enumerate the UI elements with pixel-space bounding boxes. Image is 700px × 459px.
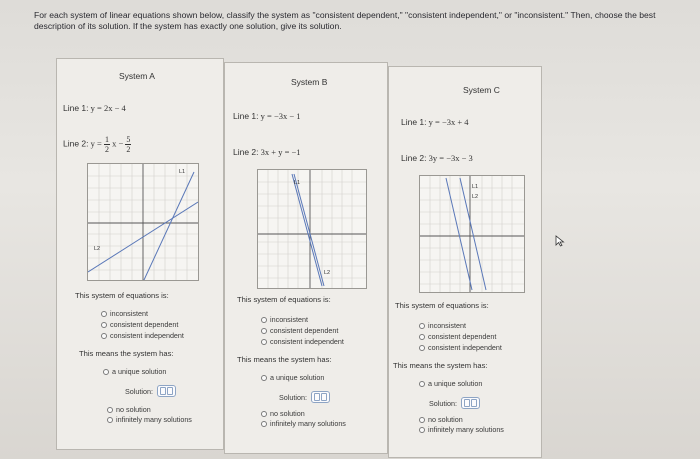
system-a-line2-prefix: y = [90, 138, 102, 149]
system-a-l1-tag: L1 [179, 169, 186, 175]
system-b-option-consistent-independent[interactable] [261, 337, 344, 346]
system-b-option-no-solution[interactable] [261, 409, 305, 418]
option-label: consistent dependent [428, 332, 497, 341]
option-label: inconsistent [110, 309, 148, 318]
system-b-panel [224, 62, 388, 454]
system-b-option-infinite[interactable] [261, 419, 346, 428]
system-a-means-label: This means the system has: [79, 349, 174, 358]
radio-icon[interactable] [261, 375, 267, 381]
system-a-title: System A [119, 71, 155, 81]
input-slot[interactable] [471, 399, 477, 407]
system-b-line2-equation: 3x + y = −1 [260, 147, 301, 157]
option-label: a unique solution [112, 367, 167, 376]
system-b-graph [257, 169, 367, 289]
radio-icon[interactable] [101, 311, 107, 317]
system-c-line1-label: Line 1: [401, 117, 427, 127]
system-a-option-inconsistent[interactable] [101, 309, 148, 318]
solution-label: Solution: [125, 386, 153, 396]
system-c-l1-tag: L1 [472, 184, 479, 190]
input-slot[interactable] [160, 387, 166, 395]
system-b-solution-input[interactable] [311, 391, 330, 403]
radio-icon[interactable] [261, 317, 267, 323]
option-label: no solution [116, 405, 151, 414]
system-a-line1-label: Line 1: [63, 103, 89, 113]
system-b-l2-tag: L2 [324, 270, 331, 276]
system-c-line2-label: Line 2: [401, 153, 427, 163]
input-slot[interactable] [314, 393, 320, 401]
system-c-question: This system of equations is: [395, 301, 489, 310]
solution-label: Solution: [279, 392, 307, 402]
system-a-slope-numerator: 1 [104, 135, 109, 144]
system-b-line1-equation: y = −3x − 1 [260, 111, 301, 121]
system-b-solution [279, 391, 330, 403]
radio-icon[interactable] [261, 411, 267, 417]
radio-icon[interactable] [261, 339, 267, 345]
option-label: consistent independent [110, 331, 184, 340]
option-label: inconsistent [428, 321, 466, 330]
input-slot[interactable] [321, 393, 327, 401]
system-a-line2-var: x − [112, 138, 124, 149]
option-label: no solution [428, 415, 463, 424]
option-label: a unique solution [428, 379, 483, 388]
radio-icon[interactable] [107, 417, 113, 423]
option-label: consistent dependent [270, 326, 339, 335]
system-b-question: This system of equations is: [237, 295, 331, 304]
radio-icon[interactable] [419, 323, 425, 329]
option-label: consistent dependent [110, 320, 179, 329]
system-a-line1-equation: y = 2x − 4 [90, 103, 126, 113]
system-b-line2 [233, 147, 301, 157]
radio-icon[interactable] [101, 322, 107, 328]
system-b-title: System B [291, 77, 328, 87]
system-a-solution [125, 385, 176, 397]
system-b-line2-label: Line 2: [233, 147, 259, 157]
system-b-option-inconsistent[interactable] [261, 315, 308, 324]
system-b-line1 [233, 111, 301, 121]
radio-icon[interactable] [419, 417, 425, 423]
system-a-option-infinite[interactable] [107, 415, 192, 424]
system-a-line2 [63, 135, 131, 154]
system-a-graph [87, 163, 199, 281]
system-b-means-label: This means the system has: [237, 355, 332, 364]
system-b-graph-svg [258, 170, 366, 288]
system-a-option-consistent-dependent[interactable] [101, 320, 178, 329]
system-c-option-inconsistent[interactable] [419, 321, 466, 330]
option-label: infinitely many solutions [428, 425, 504, 434]
radio-icon[interactable] [103, 369, 109, 375]
system-c-means-label: This means the system has: [393, 361, 488, 370]
system-c-option-infinite[interactable] [419, 425, 504, 434]
radio-icon[interactable] [419, 334, 425, 340]
system-c-l2-tag: L2 [472, 194, 479, 200]
option-label: infinitely many solutions [116, 415, 192, 424]
system-a-solution-input[interactable] [157, 385, 176, 397]
radio-icon[interactable] [101, 333, 107, 339]
system-c-option-unique[interactable] [419, 379, 482, 388]
system-a-option-consistent-independent[interactable] [101, 331, 184, 340]
radio-icon[interactable] [261, 328, 267, 334]
option-label: a unique solution [270, 373, 325, 382]
system-c-option-consistent-independent[interactable] [419, 343, 502, 352]
option-label: infinitely many solutions [270, 419, 346, 428]
system-a-l2-tag: L2 [94, 246, 101, 252]
system-c-option-consistent-dependent[interactable] [419, 332, 496, 341]
system-b-l1-tag: L1 [294, 180, 301, 186]
system-c-title: System C [463, 85, 500, 95]
system-c-solution [429, 397, 480, 409]
radio-icon[interactable] [419, 381, 425, 387]
radio-icon[interactable] [419, 345, 425, 351]
radio-icon[interactable] [107, 407, 113, 413]
system-a-line1 [63, 103, 126, 113]
system-a-const-numerator: 5 [126, 135, 131, 144]
system-c-line1-equation: y = −3x + 4 [428, 117, 469, 127]
system-a-line2-label: Line 2: [63, 138, 89, 149]
option-label: consistent independent [270, 337, 344, 346]
system-b-option-consistent-dependent[interactable] [261, 326, 338, 335]
system-c-line1 [401, 117, 469, 127]
system-a-question: This system of equations is: [75, 291, 169, 300]
option-label: no solution [270, 409, 305, 418]
option-label: inconsistent [270, 315, 308, 324]
system-c-line2 [401, 153, 473, 163]
system-a-panel [56, 58, 224, 450]
instructions-text: For each system of linear equations shown below, classify the system as "consistent dependent," "consistent independent," or "inconsistent." Then, choose the best description of its solution. If the system has exactly one solution, give its solution. [34, 10, 656, 31]
system-c-panel [388, 66, 542, 458]
radio-icon[interactable] [419, 427, 425, 433]
system-a-option-unique[interactable] [103, 367, 166, 376]
solution-label: Solution: [429, 398, 457, 408]
input-slot[interactable] [167, 387, 173, 395]
system-a-graph-svg [88, 164, 198, 280]
system-c-graph [419, 175, 525, 293]
system-a-line2-constant [125, 135, 131, 154]
radio-icon[interactable] [261, 421, 267, 427]
system-a-const-denominator: 2 [126, 145, 131, 154]
system-a-option-no-solution[interactable] [107, 405, 151, 414]
system-b-option-unique[interactable] [261, 373, 324, 382]
system-c-option-no-solution[interactable] [419, 415, 463, 424]
system-a-line2-slope [104, 135, 110, 154]
mouse-cursor-icon [555, 234, 565, 252]
input-slot[interactable] [464, 399, 470, 407]
system-a-slope-denominator: 2 [104, 145, 109, 154]
system-c-solution-input[interactable] [461, 397, 480, 409]
option-label: consistent independent [428, 343, 502, 352]
system-c-line2-equation: 3y = −3x − 3 [428, 153, 473, 163]
system-b-line1-label: Line 1: [233, 111, 259, 121]
